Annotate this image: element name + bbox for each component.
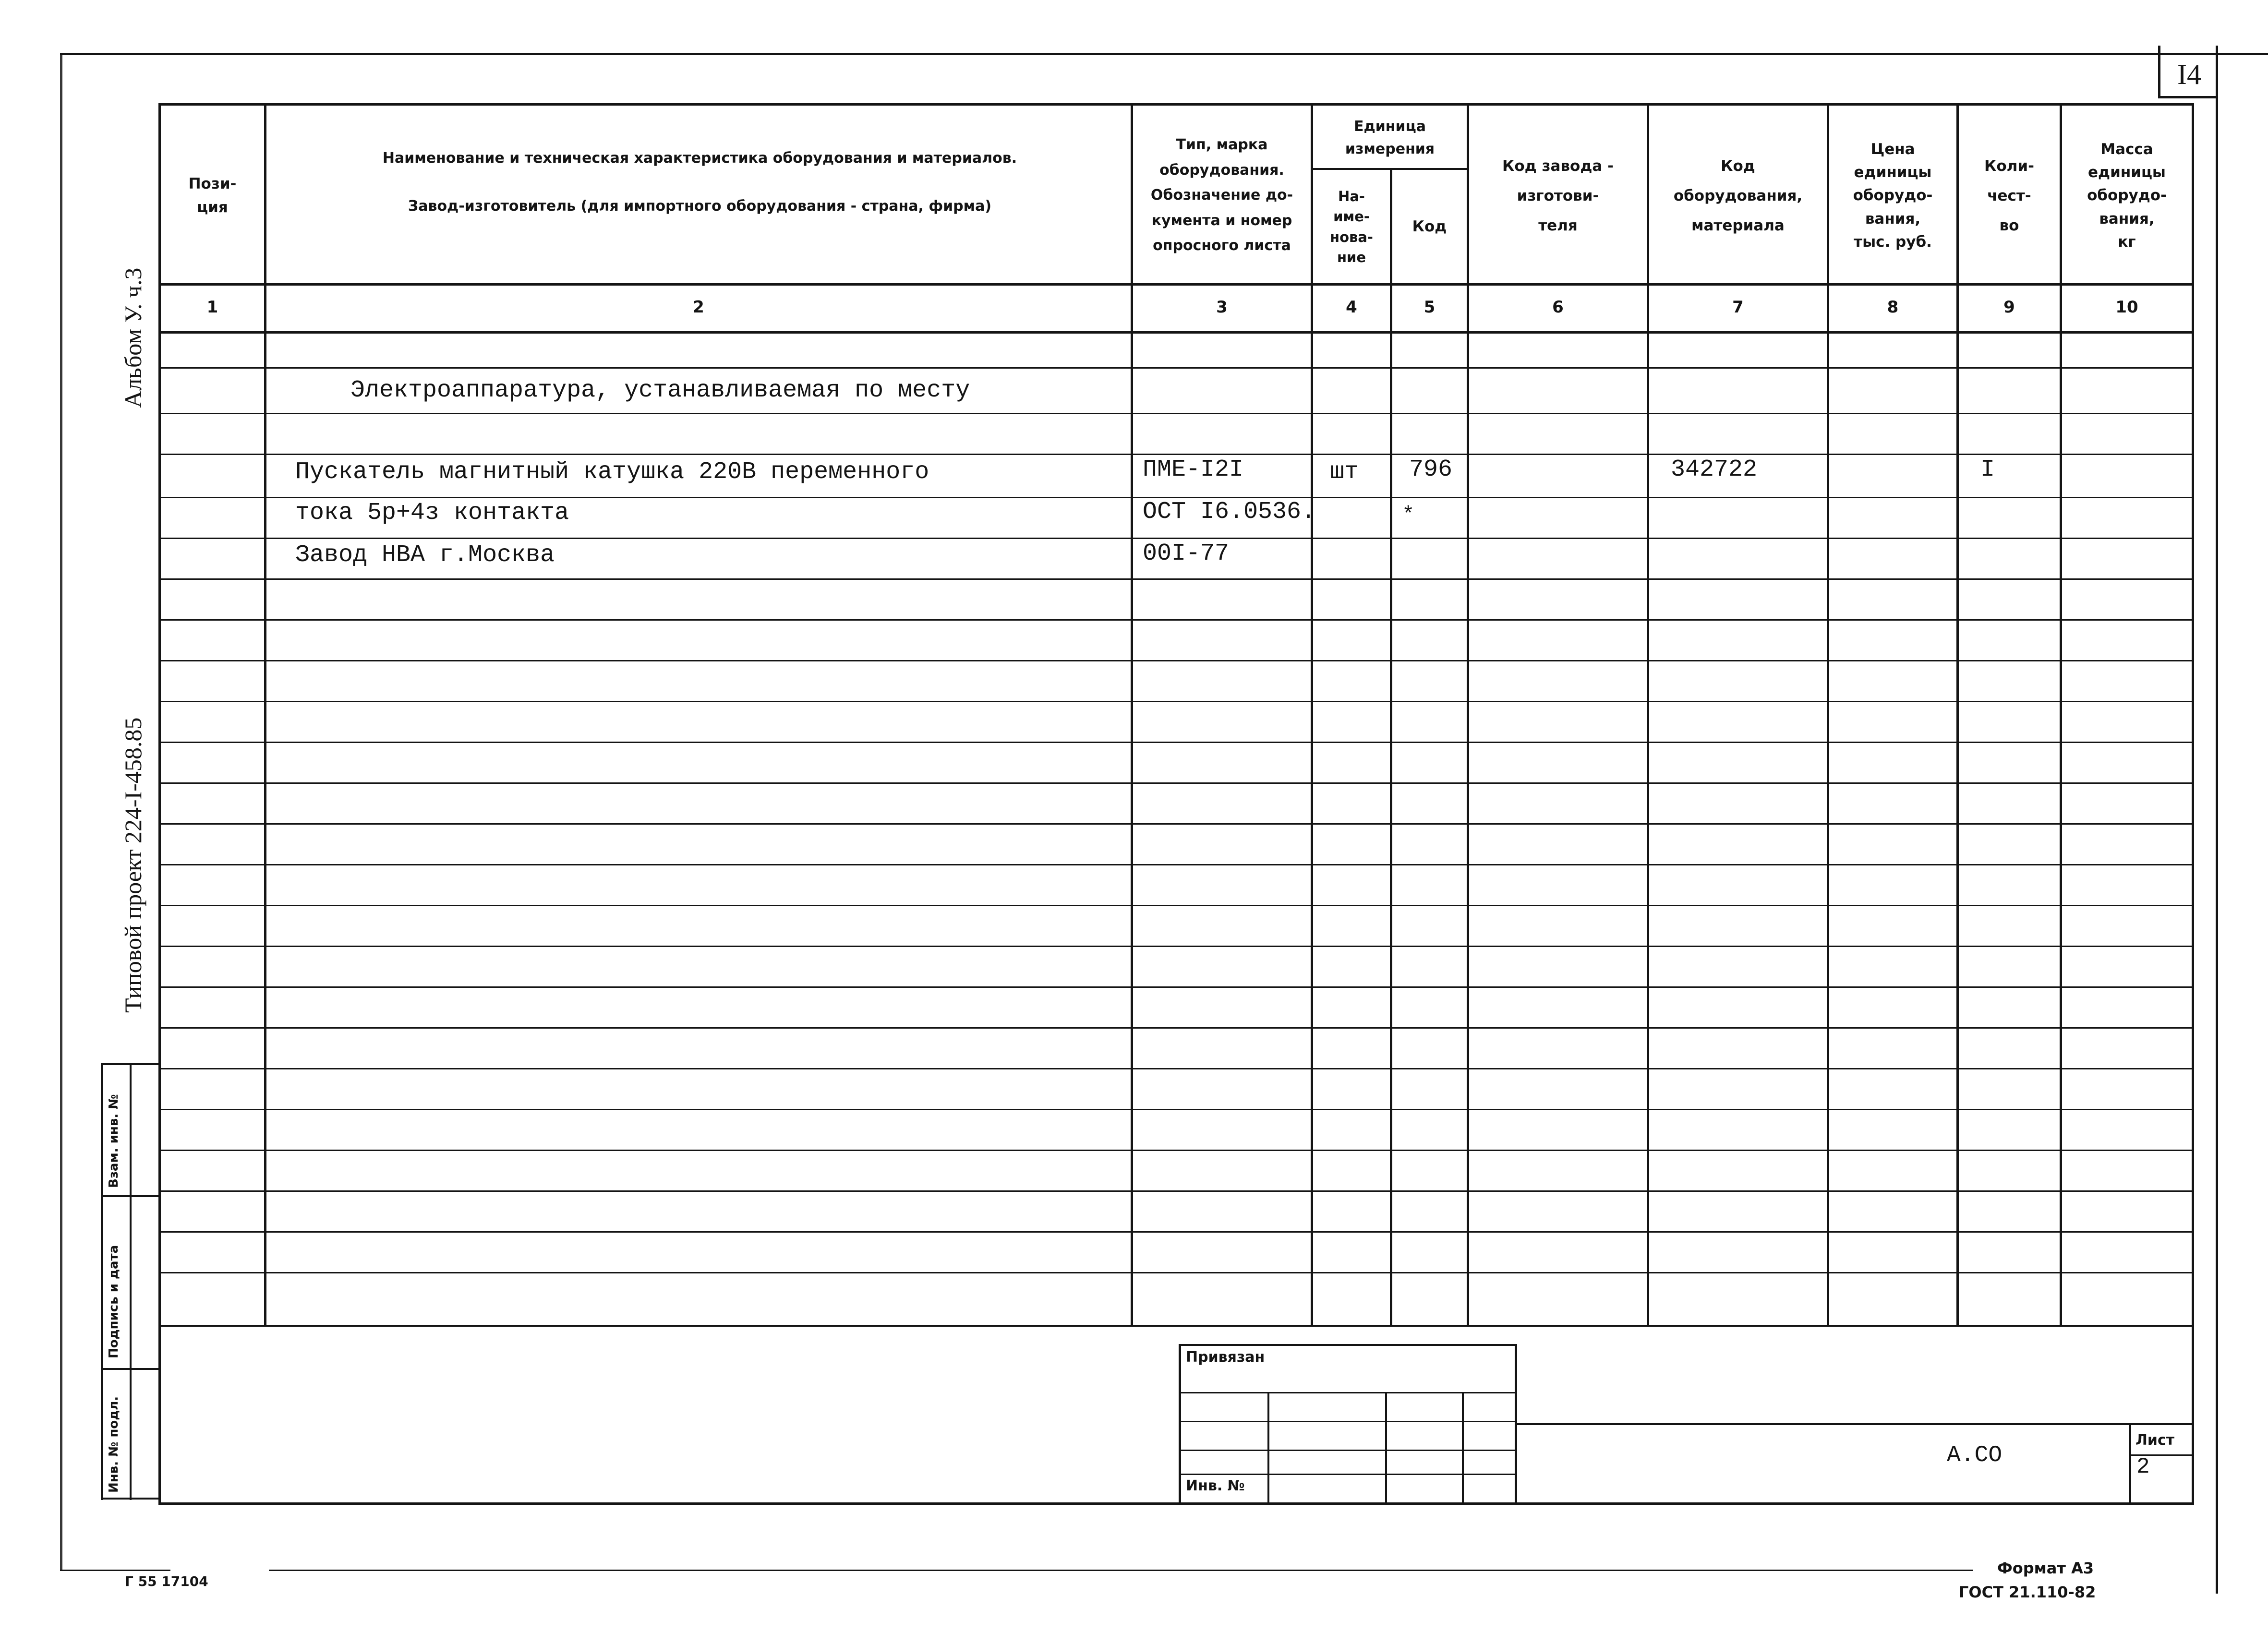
- header-name-line2: Завод-изготовитель (для импортного оборудования - страна, фирма): [408, 197, 992, 215]
- album-label: Альбом У. ч.3: [120, 267, 146, 408]
- row1-unit-code: 796: [1409, 456, 1453, 483]
- privyazan-label: Привязан: [1186, 1349, 1265, 1366]
- row1-name: Пускатель магнитный катушка 220В переменного: [295, 458, 929, 486]
- row1-quantity: I: [1980, 456, 1995, 483]
- header-factory-code: Код завода - изготови- теля: [1502, 157, 1614, 234]
- col-number-5: 5: [1424, 298, 1436, 317]
- col-number-1: 1: [206, 298, 218, 317]
- col-number-10: 10: [2115, 298, 2138, 317]
- col-number-6: 6: [1552, 298, 1564, 317]
- col-number-2: 2: [693, 298, 704, 317]
- vzam-inv-label: Взам. инв. №: [107, 1094, 121, 1188]
- col-number-3: 3: [1216, 298, 1228, 317]
- row2-unit-code: *: [1402, 503, 1415, 527]
- row3-name: Завод НВА г.Москва: [295, 541, 555, 569]
- col-number-8: 8: [1887, 298, 1899, 317]
- section-title: Электроаппаратура, устанавливаемая по месту: [350, 377, 970, 404]
- row2-name: тока 5р+4з контакта: [295, 499, 569, 527]
- header-equipment-code: Код оборудования, материала: [1673, 157, 1803, 234]
- header-type: Тип, марка оборудования. Обозначение до- кумента и номер опросного листа: [1150, 136, 1293, 254]
- col-number-7: 7: [1732, 298, 1744, 317]
- header-position: Пози- ция: [188, 175, 237, 216]
- col-number-4: 4: [1346, 298, 1357, 317]
- row2-type: ОСТ I6.0536.: [1143, 498, 1316, 526]
- project-label: Типовой проект 224-I-458.85: [120, 717, 146, 1013]
- inv-podl-label: Инв. № подл.: [107, 1396, 121, 1493]
- sheet-value: 2: [2136, 1454, 2150, 1479]
- inv-no-label: Инв. №: [1186, 1477, 1245, 1494]
- sheet-number: I4: [2177, 59, 2201, 90]
- row1-unit: шт: [1330, 458, 1359, 486]
- footer-gost: ГОСТ 21.110-82: [1959, 1583, 2096, 1601]
- sheet-label: Лист: [2135, 1432, 2175, 1449]
- header-quantity: Коли- чест- во: [1984, 157, 2034, 234]
- header-mass: Масса единицы оборудо- вания, кг: [2087, 141, 2167, 251]
- footer-format: Формат А3: [1997, 1559, 2094, 1577]
- row1-equipment-code: 342722: [1671, 456, 1758, 483]
- footer-left-code: Г 55 17104: [125, 1573, 208, 1589]
- row1-type: ПМЕ-I2I: [1143, 456, 1244, 483]
- header-unit-name: На- име- нова- ние: [1330, 188, 1373, 265]
- podpis-data-label: Подпись и дата: [107, 1245, 121, 1358]
- header-unit-group: Единица измерения: [1345, 118, 1435, 157]
- header-unit-code: Код: [1412, 218, 1447, 236]
- header-price: Цена единицы оборудо- вания, тыс. руб.: [1853, 141, 1933, 251]
- row3-type: 00I-77: [1143, 540, 1230, 567]
- header-name-line1: Наименование и техническая характеристика оборудования и материалов.: [382, 149, 1017, 167]
- doc-code: А.СО: [1947, 1442, 2003, 1468]
- col-number-9: 9: [2003, 298, 2015, 317]
